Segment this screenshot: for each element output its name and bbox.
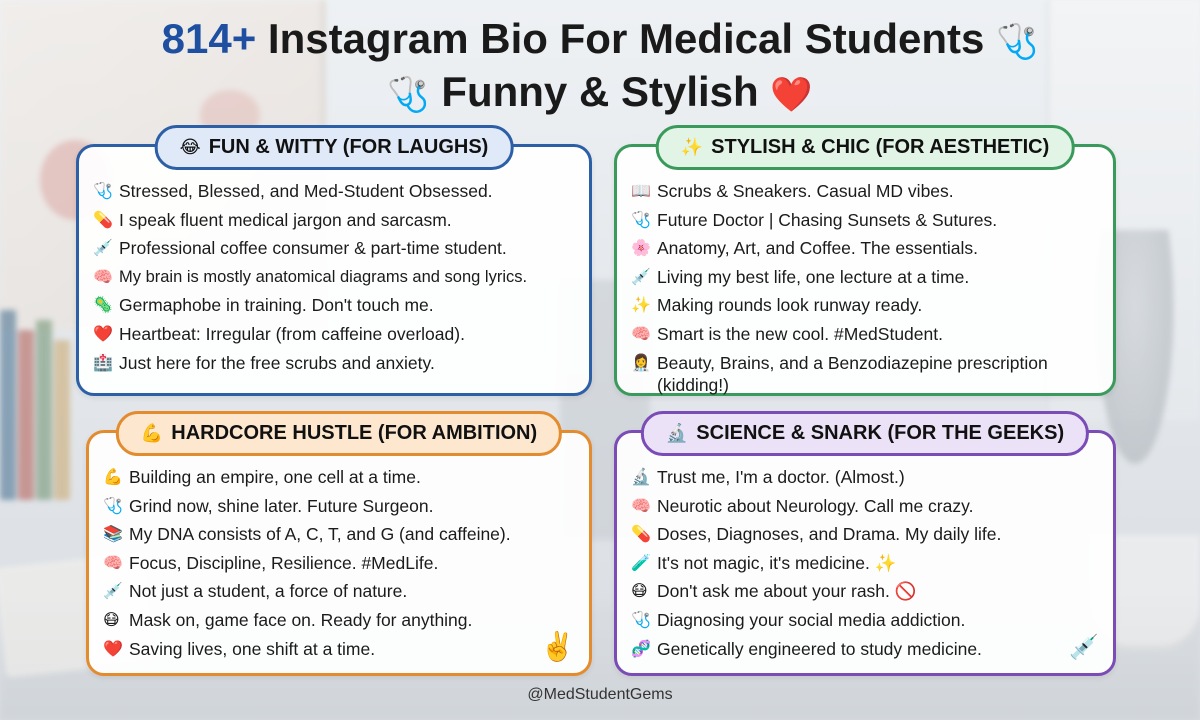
bio-text: Heartbeat: Irregular (from caffeine overload). — [119, 323, 465, 344]
card-title: STYLISH & CHIC (FOR AESTHETIC) — [711, 136, 1050, 158]
brain-icon: 🧠 — [93, 266, 113, 286]
footer-handle: @MedStudentGems — [527, 686, 673, 703]
list-item — [631, 606, 1107, 635]
list-item — [631, 577, 1107, 606]
card-stylish-chic — [614, 136, 1116, 396]
face-mask-icon: 😷 — [631, 581, 648, 601]
card-header-science-snark — [641, 411, 1089, 456]
list-item — [631, 320, 1107, 349]
bio-text: Living my best life, one lecture at a time. — [657, 266, 970, 287]
stethoscope-icon: 🩺 — [387, 75, 430, 115]
list-item — [103, 577, 583, 606]
flexed-biceps-icon: 💪 — [140, 423, 164, 444]
card-science-snark — [614, 422, 1116, 676]
stethoscope-icon: 🩺 — [631, 609, 651, 629]
stethoscope-icon: 🩺 — [93, 181, 113, 200]
title-line-2 — [0, 67, 1200, 120]
test-tube-icon: 🧪 — [631, 552, 651, 572]
microscope-icon: 🔬 — [631, 467, 651, 486]
title-line-1 — [0, 14, 1200, 67]
bio-text: Don't ask me about your rash. 🚫 — [657, 581, 917, 602]
stethoscope-icon: 🩺 — [631, 209, 651, 229]
microscope-icon: 🔬 — [665, 423, 689, 444]
card-title: SCIENCE & SNARK (FOR THE GEEKS) — [696, 422, 1065, 444]
laughing-face-icon: 😂 — [179, 137, 201, 158]
books-icon: 📚 — [103, 524, 123, 544]
list-item — [631, 520, 1107, 549]
stethoscope-icon: 🩺 — [996, 22, 1039, 62]
bio-text: Just here for the free scrubs and anxiety. — [119, 352, 435, 373]
list-item — [93, 234, 583, 263]
list-item — [631, 549, 1107, 578]
syringe-icon: 💉 — [103, 581, 123, 601]
list-item — [631, 234, 1107, 263]
bio-text: Grind now, shine later. Future Surgeon. — [129, 495, 434, 516]
list-item — [103, 635, 583, 664]
brain-icon: 🧠 — [631, 323, 651, 343]
bio-text: My brain is mostly anatomical diagrams and song lyrics. — [119, 267, 528, 286]
heart-icon: ❤️ — [770, 75, 813, 115]
pill-icon: 💊 — [93, 209, 113, 229]
open-book-icon: 📖 — [631, 181, 651, 200]
bio-text: Future Doctor | Chasing Sunsets & Sutures. — [657, 209, 998, 230]
bio-text: Genetically engineered to study medicine. — [657, 638, 982, 659]
bio-text: Stressed, Blessed, and Med-Student Obsessed. — [119, 181, 493, 201]
card-fun-witty — [76, 136, 592, 396]
list-item — [103, 520, 583, 549]
list-item — [631, 291, 1107, 320]
list-item — [631, 463, 1107, 492]
list-item — [631, 352, 1107, 396]
bio-list — [93, 177, 583, 377]
bio-text: Trust me, I'm a doctor. (Almost.) — [657, 467, 905, 487]
bio-text: My DNA consists of A, C, T, and G (and caffeine). — [129, 524, 511, 545]
bio-text: Diagnosing your social media addiction. — [657, 609, 966, 630]
card-header-hardcore-hustle — [116, 411, 562, 456]
list-item — [93, 206, 583, 235]
heart-icon: ❤️ — [93, 323, 113, 343]
brain-icon: 🧠 — [103, 552, 123, 572]
list-item — [631, 206, 1107, 235]
microbe-icon: 🦠 — [93, 295, 113, 315]
page-title — [0, 14, 1200, 120]
bio-text: Smart is the new cool. #MedStudent. — [657, 323, 943, 344]
card-title: FUN & WITTY (FOR LAUGHS) — [208, 136, 489, 158]
list-item — [103, 549, 583, 578]
list-item — [103, 463, 583, 492]
list-item — [631, 177, 1107, 206]
face-mask-icon: 😷 — [103, 609, 120, 629]
hospital-icon: 🏥 — [93, 352, 113, 372]
bio-text: Saving lives, one shift at a time. — [129, 638, 376, 659]
list-item — [93, 291, 583, 320]
stethoscope-icon: 🩺 — [103, 495, 123, 515]
bio-text: It's not magic, it's medicine. ✨ — [657, 552, 897, 573]
card-header-fun-witty — [155, 125, 514, 170]
woman-doctor-icon: 👩‍⚕️ — [631, 352, 651, 372]
blossom-icon: 🌸 — [631, 238, 651, 258]
bio-text: Doses, Diagnoses, and Drama. My daily life. — [657, 524, 1002, 545]
background-books — [0, 300, 70, 500]
bio-text: Germaphobe in training. Don't touch me. — [119, 295, 434, 316]
syringe-icon: 💉 — [1069, 633, 1099, 661]
bio-text: Scrubs & Sneakers. Casual MD vibes. — [657, 181, 954, 201]
bio-text: Neurotic about Neurology. Call me crazy. — [657, 495, 974, 516]
sparkles-icon: ✨ — [631, 295, 651, 315]
bio-text: Mask on, game face on. Ready for anything. — [129, 609, 473, 630]
dna-icon: 🧬 — [631, 638, 651, 658]
bio-text: Beauty, Brains, and a Benzodiazepine prescription (kidding!) — [657, 352, 1048, 395]
list-item — [93, 177, 583, 206]
victory-hand-icon: ✌️ — [540, 630, 575, 663]
list-item — [631, 263, 1107, 292]
sparkles-icon: ✨ — [680, 137, 704, 158]
list-item — [631, 635, 1107, 664]
card-hardcore-hustle — [86, 422, 592, 676]
list-item — [93, 263, 583, 292]
syringe-icon: 💉 — [93, 238, 113, 258]
list-item — [631, 492, 1107, 521]
bio-text: I speak fluent medical jargon and sarcasm. — [119, 209, 452, 230]
bio-list — [631, 177, 1107, 396]
bio-text: Building an empire, one cell at a time. — [129, 467, 421, 487]
title-main-text: Instagram Bio For Medical Students — [267, 15, 985, 62]
syringe-icon: 💉 — [631, 266, 651, 286]
title-subtitle: Funny & Stylish — [441, 68, 759, 115]
title-number: 814+ — [161, 15, 257, 62]
brain-icon: 🧠 — [631, 495, 651, 515]
bio-text: Anatomy, Art, and Coffee. The essentials. — [657, 238, 979, 259]
bio-text: Not just a student, a force of nature. — [129, 581, 408, 602]
card-title: HARDCORE HUSTLE (FOR AMBITION) — [171, 422, 538, 444]
list-item — [93, 320, 583, 349]
bio-list — [631, 463, 1107, 663]
card-header-stylish-chic — [656, 125, 1075, 170]
heart-icon: ❤️ — [103, 638, 123, 658]
bio-text: Focus, Discipline, Resilience. #MedLife. — [129, 552, 439, 573]
bio-text: Professional coffee consumer & part-time student. — [119, 238, 507, 259]
list-item — [103, 606, 583, 635]
pill-icon: 💊 — [631, 524, 651, 544]
bio-text: Making rounds look runway ready. — [657, 295, 923, 316]
bio-list — [103, 463, 583, 663]
flexed-biceps-icon: 💪 — [103, 467, 123, 486]
list-item — [103, 492, 583, 521]
list-item — [93, 349, 583, 378]
